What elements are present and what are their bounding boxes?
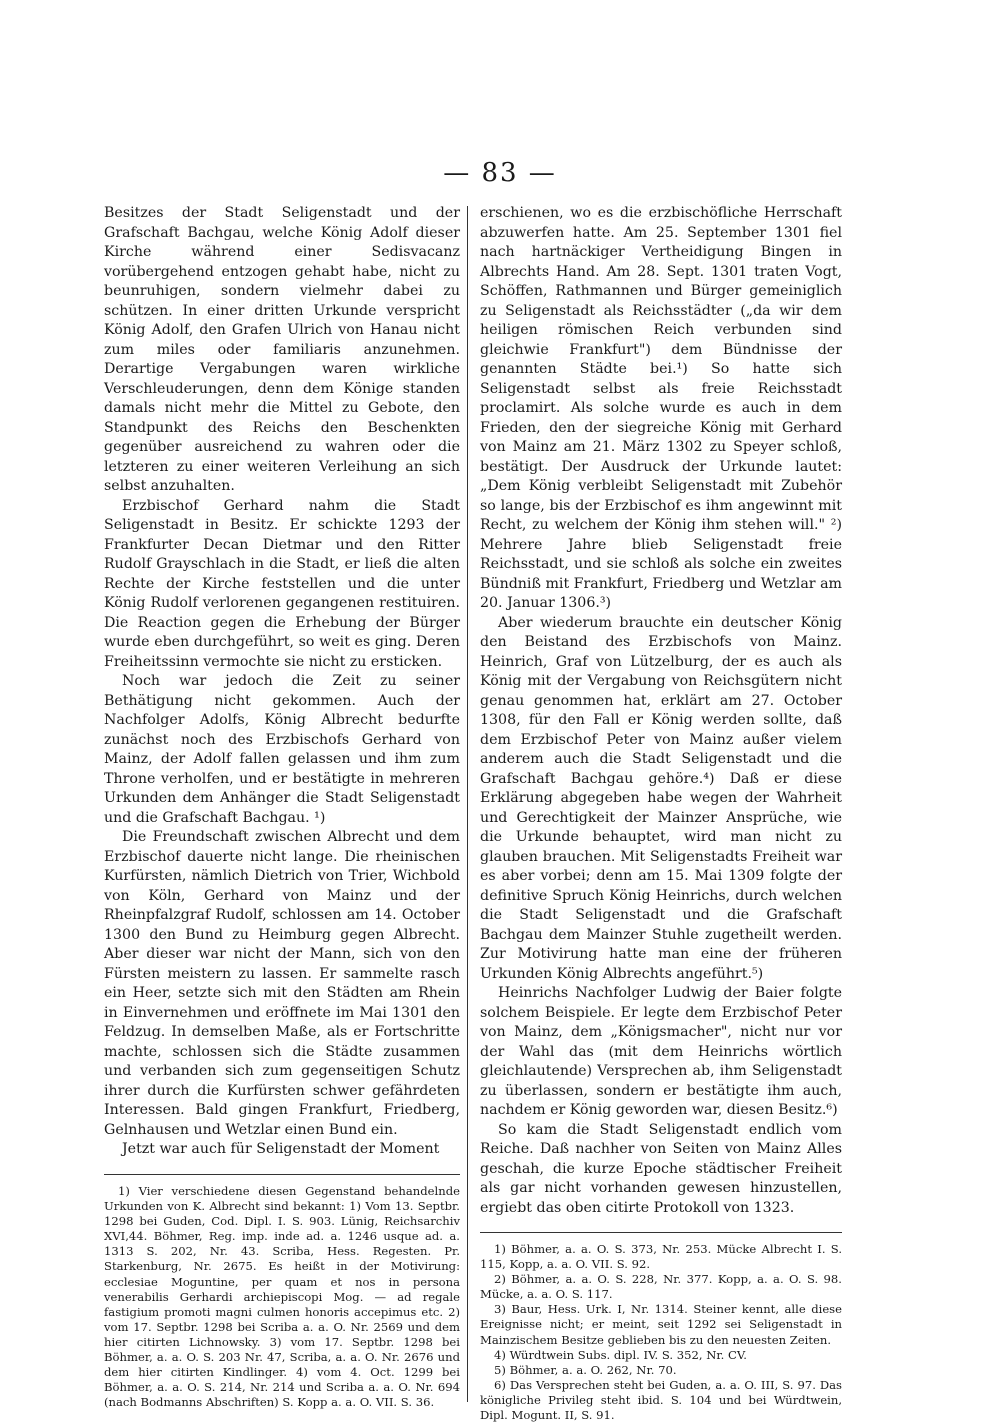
right-footnote-2: 2) Böhmer, a. a. O. S. 228, Nr. 377. Kopp, a. a. O. S. 98. Mücke, a. a. O. S. 117. (480, 1272, 842, 1302)
column-divider (467, 206, 468, 1402)
right-footnote-separator (480, 1232, 842, 1233)
right-footnote-1: 1) Böhmer, a. a. O. S. 373, Nr. 253. Mücke Albrecht I. S. 115, Kopp, a. a. O. VII. S. 92. (480, 1242, 842, 1272)
left-column (104, 204, 460, 1160)
left-paragraph-3: Noch war jedoch die Zeit zu seiner Bethätigung nicht gekommen. Auch der Nachfolger Adolfs, König Albrecht bedurfte zunächst noch des Erzbischofs Gerhard von Mainz, der Adolf fallen gelassen und ihm zum Throne verholfen, und er bestätigte in mehreren Urkunden dem Anhänger die Stadt Seligenstadt und die Grafschaft Bachgau. ¹) (104, 673, 460, 826)
left-footnotes (104, 1184, 460, 1410)
right-footnote-4: 4) Würdtwein Subs. dipl. IV. S. 352, Nr. CV. (494, 1347, 747, 1362)
left-paragraph-5: Jetzt war auch für Seligenstadt der Moment (122, 1141, 440, 1157)
left-footnote-separator (104, 1174, 460, 1175)
left-footnote-1: 1) Vier verschiedene diesen Gegenstand behandelnde Urkunden von K. Albrecht sind bekannt: 1) Vom 13. Septbr. 1298 bei Guden, Cod. Dipl. I. S. 903. Lünig, Reichsarchiv XVI,44. Böhmer, Reg. imp. inde ad. a. 1246 usque ad. a. 1313 S. 202, Nr. 43. Scriba, Hess. Regesten. Pr. Starkenburg, Nr. 2675. Es heißt in der Motivirung: ecclesiae Moguntine, per quam et nos in persona venerabilis Gerhardi archiepiscopi Mog. — ad regale fastigium promoti magni culmen honoris accepimus etc. 2) vom 17. Septbr. 1298 bei Scriba a. a. O. Nr. 2569 und dem hier citirten Lichnowsky. 3) vom 17. Septbr. 1298 bei Böhmer, a. a. O. S. 203 Nr. 47, Scriba, a. a. O. Nr. 2676 und dem hier citirten Kindlinger. 4) vom 4. Oct. 1299 bei Böhmer, a. a. O. S. 214, Nr. 214 und Scriba a. a. O. Nr. 694 (nach Bodmanns Abschriften) S. Kopp a. a. O. VII. S. 36. (104, 1184, 460, 1410)
left-paragraph-4: Die Freundschaft zwischen Albrecht und dem Erzbischof dauerte nicht lange. Die rheinischen Kurfürsten, nämlich Dietrich von Trier, Wichbold von Köln, Gerhard von Mainz und der Rheinpfalzgraf Rudolf, schlossen am 14. October 1300 den Bund zu Heimburg gegen Albrecht. Aber dieser war nicht der Mann, sich von den Fürsten meistern zu lassen. Er sammelte rasch ein Heer, setzte sich mit den Städten am Rhein in Einvernehmen und eröffnete im Mai 1301 den Feldzug. In demselben Maße, als er Fortschritte machte, schlossen sich die Städte zusammen und verbanden sich zum gegenseitigen Schutz ihrer durch die Kurfürsten schwer gefährdeten Interessen. Bald gingen Frankfurt, Friedberg, Gelnhausen und Wetzlar einen Bund ein. (104, 829, 460, 1138)
page-number: — 83 — (443, 158, 557, 188)
right-footnote-6: 6) Das Versprechen steht bei Guden, a. a. O. III, S. 97. Das königliche Privileg steht ibid. S. 104 und bei Würdtwein, Dipl. Mogunt. II, S. 91. (480, 1377, 842, 1423)
left-paragraph-1: Besitzes der Stadt Seligenstadt und der Grafschaft Bachgau, welche König Adolf dieser Kirche während einer Sedisvacanz vorübergehend entzogen gehabt habe, nicht zu beunruhigen, sondern vielmehr dabei zu schützen. In einer dritten Urkunde verspricht König Adolf, den Grafen Ulrich von Hanau nicht zum miles oder familiaris anzunehmen. Derartige Vergabungen waren wirkliche Verschleuderungen, denn dem Könige standen damals nicht mehr die Mittel zu Gebote, den Standpunkt des Reichs den Beschenkten gegenüber ausreichend zu wahren oder die letzteren zu einer weiteren Verleihung an sich selbst anzuhalten. (104, 205, 460, 494)
right-footnote-3: 3) Baur, Hess. Urk. I, Nr. 1314. Steiner kennt, alle diese Ereignisse nicht; er meint, seit 1292 sei Seligenstadt in Mainzischem Besitze geblieben bis zu den neuesten Zeiten. (480, 1302, 842, 1347)
left-paragraph-2: Erzbischof Gerhard nahm die Stadt Seligenstadt in Besitz. Er schickte 1293 der Frankfurter Decan Dietmar und den Ritter Rudolf Grayschlach in die Stadt, er ließ die alten Rechte der Kirche feststellen und die unter König Rudolf verlorenen gegangenen restituiren. Die Reaction gegen die Erhebung der Bürger wurde eben durchgeführt, so weit es ging. Deren Freiheitssinn vermochte sie nicht zu ersticken. (104, 497, 460, 670)
right-column (480, 204, 842, 1218)
right-paragraph-4: So kam die Stadt Seligenstadt endlich vom Reiche. Daß nachher von Seiten von Mainz Alles geschah, die kurze Epoche städtischer Freiheit als gar nicht vorhanden gewesen hinzustellen, ergiebt das oben citirte Protokoll von 1323. (480, 1121, 842, 1216)
right-paragraph-1: erschienen, wo es die erzbischöfliche Herrschaft abzuwerfen hatte. Am 25. September 1301 fiel nach hartnäckiger Vertheidigung Bingen in Albrechts Hand. Am 28. Sept. 1301 traten Vogt, Schöffen, Rathmannen und Bürger gemeiniglich zu Seligenstadt als Reichsstädter („da wir dem heiligen römischen Reich verbunden sind gleichwie Frankfurt") dem Bündnisse der genannten Städte bei.¹) So hatte sich Seligenstadt selbst als freie Reichsstadt proclamirt. Als solche wurde es auch in dem Frieden, den der siegreiche König mit Gerhard von Mainz am 21. März 1302 zu Speyer schloß, bestätigt. Der Ausdruck der Urkunde lautet: „Dem König verbleibt Seligenstadt mit Zubehör so lange, bis der Erzbischof es ihm angewinnt mit Recht, zu welchem der König ihm stehen will." ²) Mehrere Jahre blieb Seligenstadt freie Reichsstadt, und sie schloß als solche ein zweites Bündniß mit Frankfurt, Friedberg und Wetzlar am 20. Januar 1306.³) (480, 205, 842, 611)
right-paragraph-3: Heinrichs Nachfolger Ludwig der Baier folgte solchem Beispiele. Er legte dem Erzbischof Peter von Mainz, dem „Königsmacher", nicht nur vor der Wahl das (mit dem Heinrichs wörtlich gleichlautende) Versprechen ab, ihm Seligenstadt zu überlassen, sondern er bestätigte ihm auch, nachdem er König geworden war, diesen Besitz.⁶) (480, 985, 842, 1118)
right-paragraph-2: Aber wiederum brauchte ein deutscher König den Beistand des Erzbischofs von Mainz. Heinrich, Graf von Lützelburg, der es auch als König mit der Vergabung von Reichsgütern nicht genau genommen hat, erklärt am 27. October 1308, für den Fall er König werden sollte, daß dem Erzbischof Peter von Mainz außer vielem anderem auch die Stadt Seligenstadt und die Grafschaft Bachgau gehöre.⁴) Daß er diese Erklärung abgegeben habe wegen der Wahrheit und Gerechtigkeit der Mainzer Ansprüche, wie die Urkunde behauptet, wird man nicht zu glauben brauchen. Mit Seligenstadts Freiheit war es aber vorbei; denn am 15. Mai 1309 folgte der definitive Spruch König Heinrichs, durch welchen die Stadt Seligenstadt und die Grafschaft Bachgau dem Mainzer Stuhle zugetheilt werden. Zur Motivirung hatte man eine der früheren Urkunden König Albrechts angeführt.⁵) (480, 614, 842, 982)
right-footnotes (480, 1242, 842, 1423)
right-footnote-5: 5) Böhmer, a. a. O. 262, Nr. 70. (494, 1362, 677, 1377)
